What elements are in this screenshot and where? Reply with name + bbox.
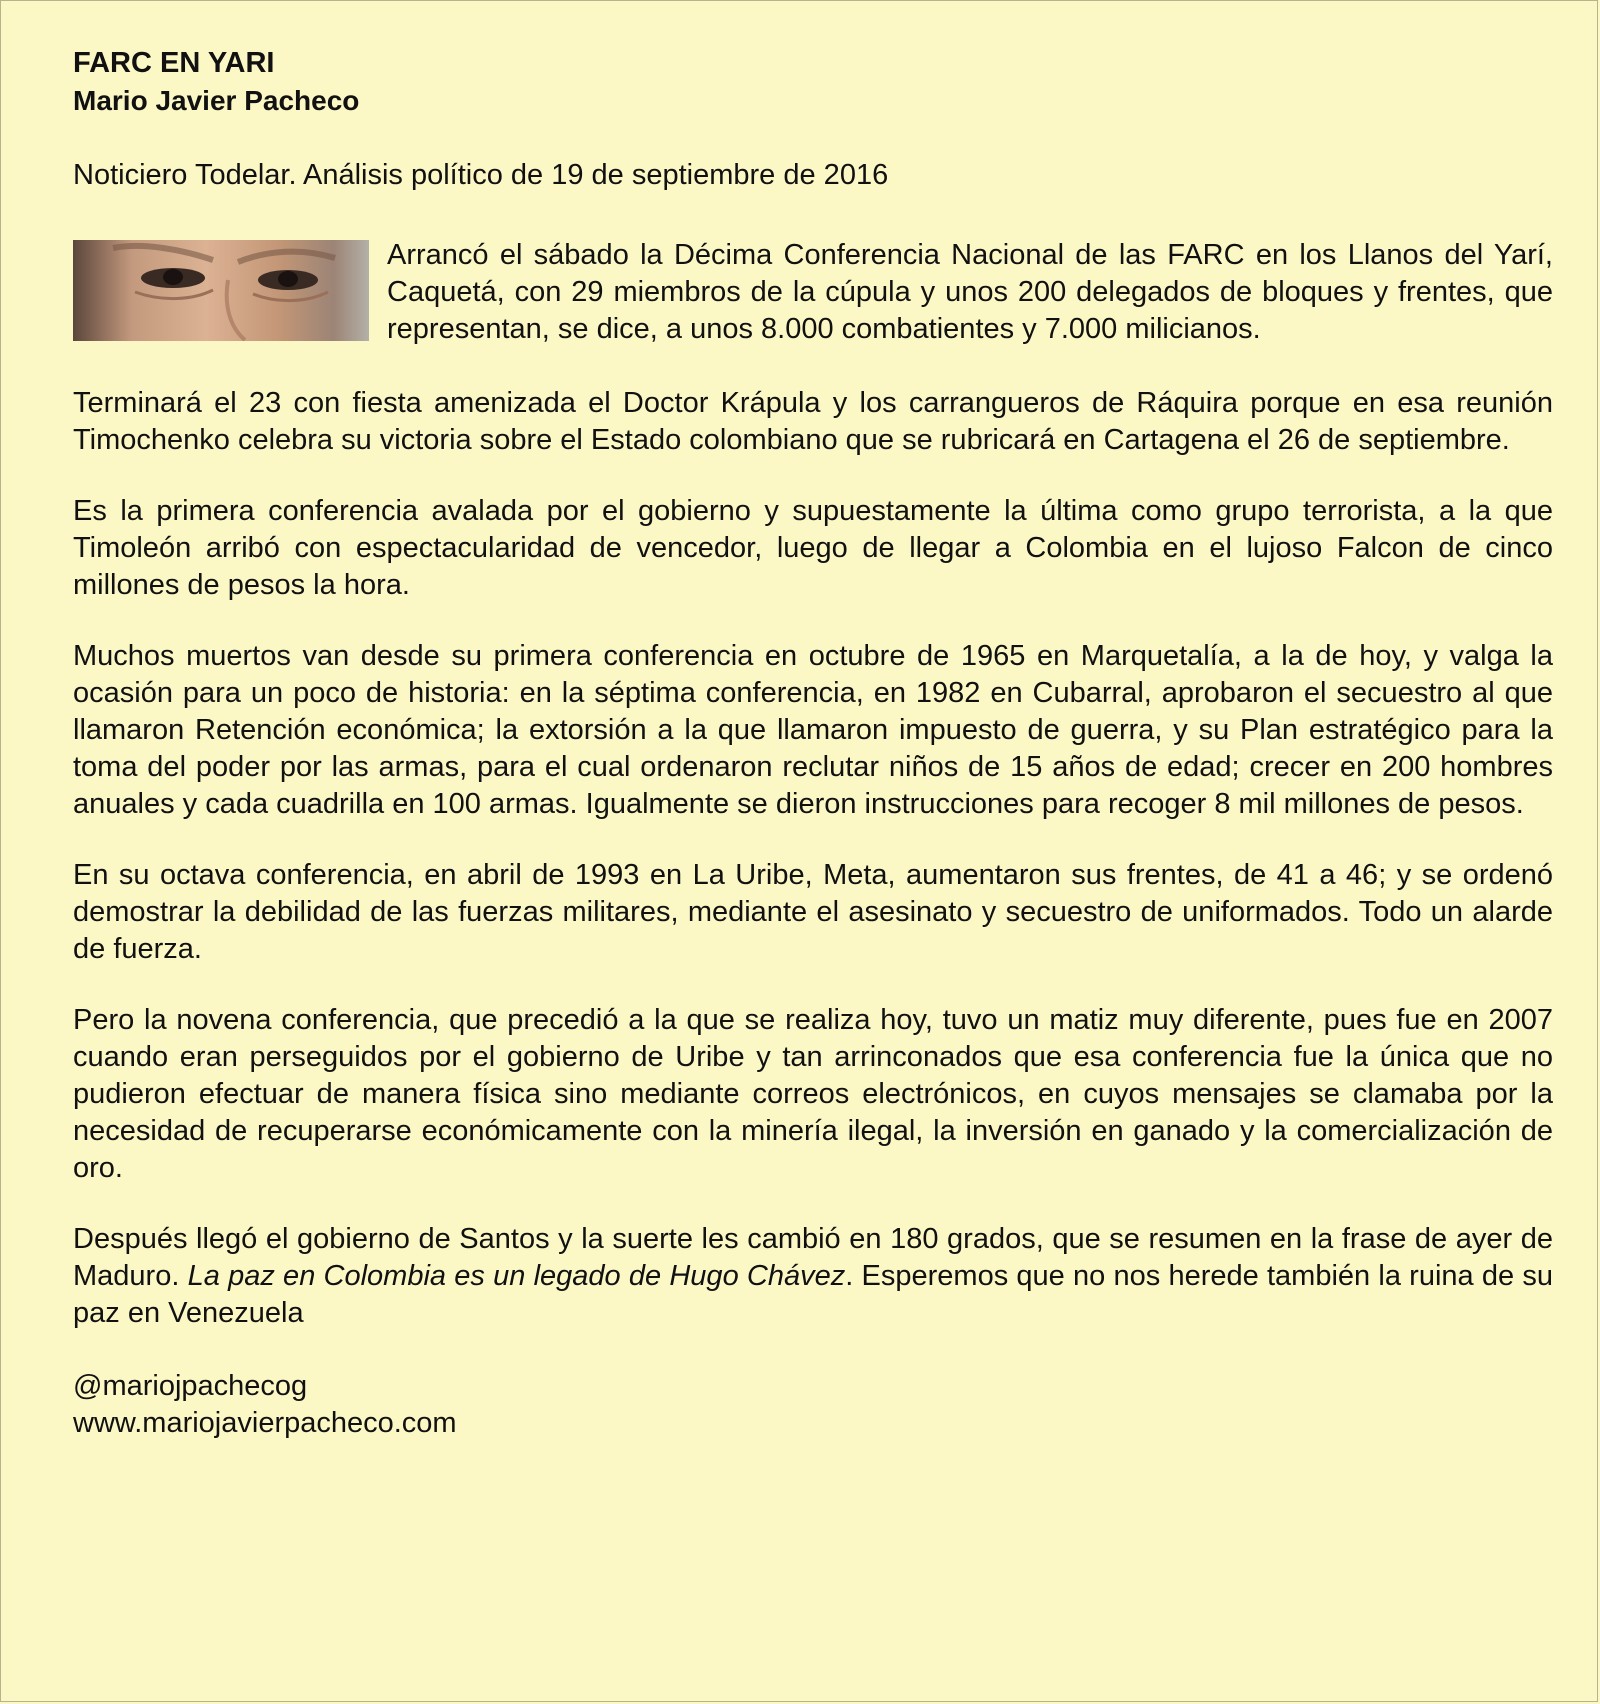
paragraph-4: En su octava conferencia, en abril de 1993 en La Uribe, Meta, aumentaron sus frentes, de 41 a 46; y se ordenó demostrar la debilidad de las fuerzas militares, mediante el asesinato y secuestro de uniformados. Todo un alarde de fuerza. xyxy=(73,859,1553,965)
paragraph-1: Terminará el 23 con fiesta amenizada el Doctor Krápula y los carrangueros de Ráquira porque en esa reunión Timochenko celebra su victoria sobre el Estado colombiano que se rubricará en Cartagena el 26 de septiembre. xyxy=(73,387,1553,456)
paragraph-3: Muchos muertos van desde su primera conferencia en octubre de 1965 en Marquetalía, a la de hoy, y valga la ocasión para un poco de historia: en la séptima conferencia, en 1982 en Cubarral, aprobaron el secuestro al que llamaron Retención económica; la extorsión a la que llamaron impuesto de guerra, y su Plan estratégico para la toma del poder por las armas, para el cual ordenaron reclutar niños de 15 años de edad; crecer en 200 hombres anuales y cada cuadrilla en 100 armas. Igualmente se dieron instrucciones para recoger 8 mil millones de pesos. xyxy=(73,640,1553,820)
source-line: Noticiero Todelar. Análisis político de 19 de septiembre de 2016 xyxy=(73,159,889,191)
twitter-handle[interactable]: @mariojpachecog xyxy=(73,1370,308,1402)
paragraph-6 xyxy=(73,1221,1553,1332)
author-photo xyxy=(73,240,369,341)
article-content xyxy=(73,45,1553,1442)
maduro-quote: La paz en Colombia es un legado de Hugo Chávez xyxy=(187,1260,846,1292)
website-link[interactable]: www.mariojavierpacheco.com xyxy=(73,1407,457,1439)
paragraph-2: Es la primera conferencia avalada por el gobierno y supuestamente la última como grupo terrorista, a la que Timoleón arribó con espectacularidad de vencedor, luego de llegar a Colombia en el lujoso Falcon de cinco millones de pesos la hora. xyxy=(73,495,1553,601)
lead-section xyxy=(73,237,1553,347)
lead-paragraph: Arrancó el sábado la Décima Conferencia Nacional de las FARC en los Llanos del Yarí, Caquetá, con 29 miembros de la cúpula y unos 200 delegados de bloques y frentes, que representan, se dice, a unos 8.000 combatientes y 7.000 milicianos. xyxy=(387,239,1553,345)
paragraph-6-text-b: . Esperemos que no nos herede también la ruina de su paz en Venezuela xyxy=(73,1260,1553,1329)
paragraph-5: Pero la novena conferencia, que precedió a la que se realiza hoy, tuvo un matiz muy diferente, pues fue en 2007 cuando eran perseguidos por el gobierno de Uribe y tan arrinconados que esa conferencia fue la única que no pudieron efectuar de manera física sino mediante correos electrónicos, en cuyos mensajes se clamaba por la necesidad de recuperarse económicamente con la minería ilegal, la inversión en ganado y la comercialización de oro. xyxy=(73,1004,1553,1184)
article-author: Mario Javier Pacheco xyxy=(73,85,360,116)
article-title: FARC EN YARI xyxy=(73,47,275,79)
contact-block xyxy=(73,1368,1553,1442)
paragraph-6-text-a: Después llegó el gobierno de Santos y la suerte les cambió en 180 grados, que se resumen en la frase de ayer de Maduro. xyxy=(73,1223,1553,1292)
